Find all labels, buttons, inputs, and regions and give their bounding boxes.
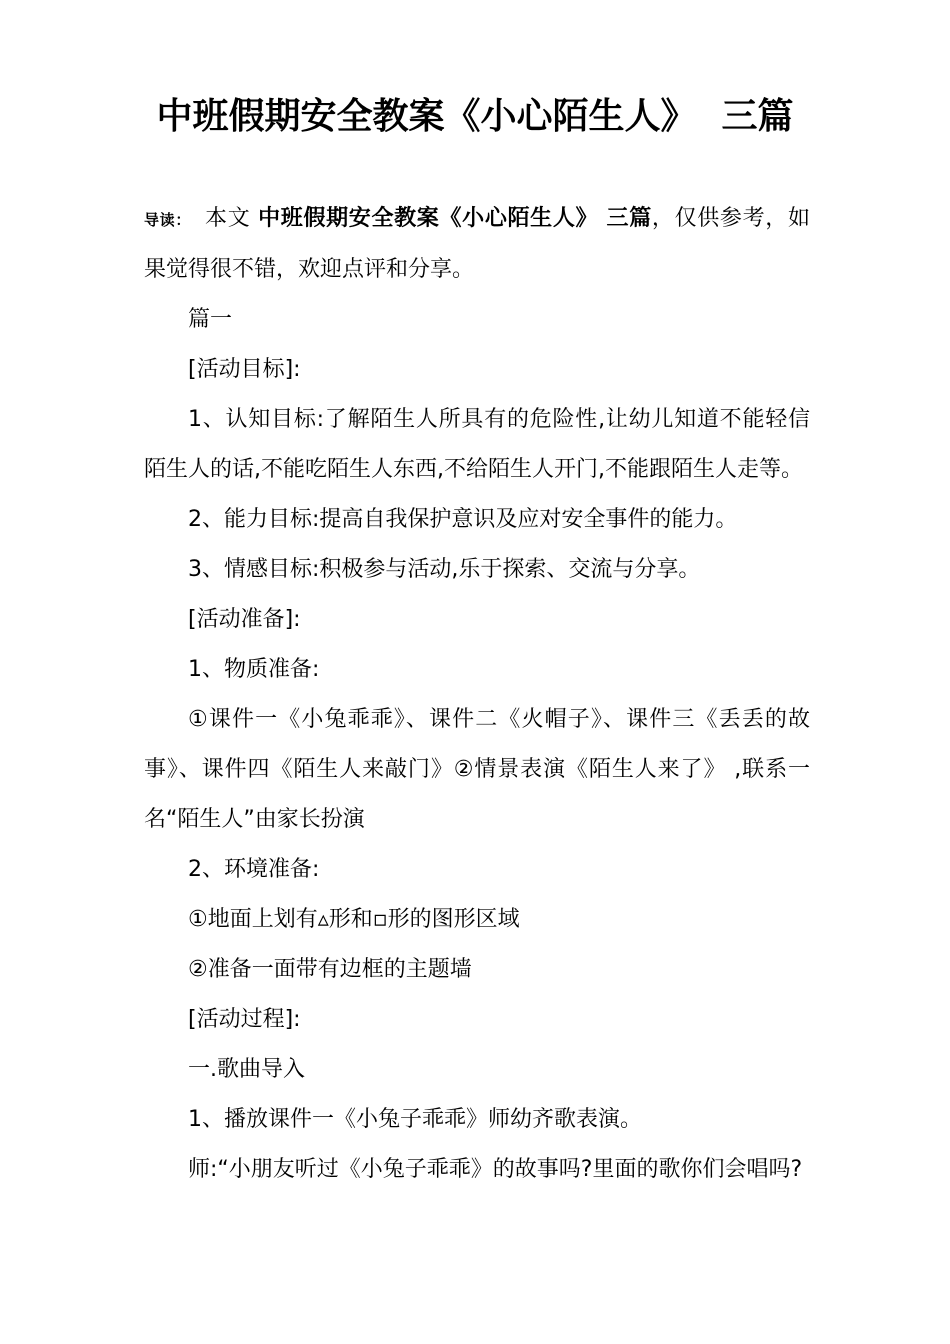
document-title: 中班假期安全教案《小心陌生人》 三篇 xyxy=(156,96,794,137)
paragraph-theme-wall: ②准备一面带有边框的主题墙 xyxy=(188,957,472,982)
intro-bold-title: 中班假期安全教案《小心陌生人》 三篇 xyxy=(258,206,652,231)
subheading-process: [活动过程]: xyxy=(188,1007,301,1032)
paragraph-goal-1: 1、认知目标:了解陌生人所具有的危险性,让幼儿知道不能轻信陌生人的话,不能吃陌生人东西,不给陌生人开门,不能跟陌生人走等。 xyxy=(144,407,810,482)
intro-paragraph xyxy=(144,194,810,295)
paragraph-material-prep: 1、物质准备: xyxy=(188,657,320,682)
paragraph-floor-shapes: ①地面上划有▵形和▫形的图形区域 xyxy=(188,907,520,932)
paragraph-goal-3: 3、情感目标:积极参与活动,乐于探索、交流与分享。 xyxy=(188,557,701,582)
paragraph-courseware: ①课件一《小兔乖乖》、课件二《火帽子》、课件三《丢丢的故事》、课件四《陌生人来敲门》②情景表演《陌生人来了》 ,联系一名“陌生人”由家长扮演 xyxy=(144,707,810,832)
paragraph-song-intro: 一.歌曲导入 xyxy=(188,1057,305,1082)
intro-prefix: 本文 xyxy=(205,206,259,231)
intro-suffix: ，仅供参考，如果觉得很不错，欢迎点评和分享。 xyxy=(144,206,810,282)
subheading-goals: [活动目标]: xyxy=(188,357,301,382)
subheading-preparation: [活动准备]: xyxy=(188,607,301,632)
paragraph-goal-2: 2、能力目标:提高自我保护意识及应对安全事件的能力。 xyxy=(188,507,738,532)
intro-label: 导读： xyxy=(144,211,192,229)
document-body xyxy=(144,194,810,1195)
section-heading: 篇一 xyxy=(188,307,233,332)
paragraph-play-courseware: 1、播放课件一《小兔子乖乖》师幼齐歌表演。 xyxy=(188,1107,642,1132)
paragraph-environment-prep: 2、环境准备: xyxy=(188,857,320,882)
paragraph-teacher-question: 师:“小朋友听过《小兔子乖乖》的故事吗?里面的歌你们会唱吗? xyxy=(188,1157,803,1182)
